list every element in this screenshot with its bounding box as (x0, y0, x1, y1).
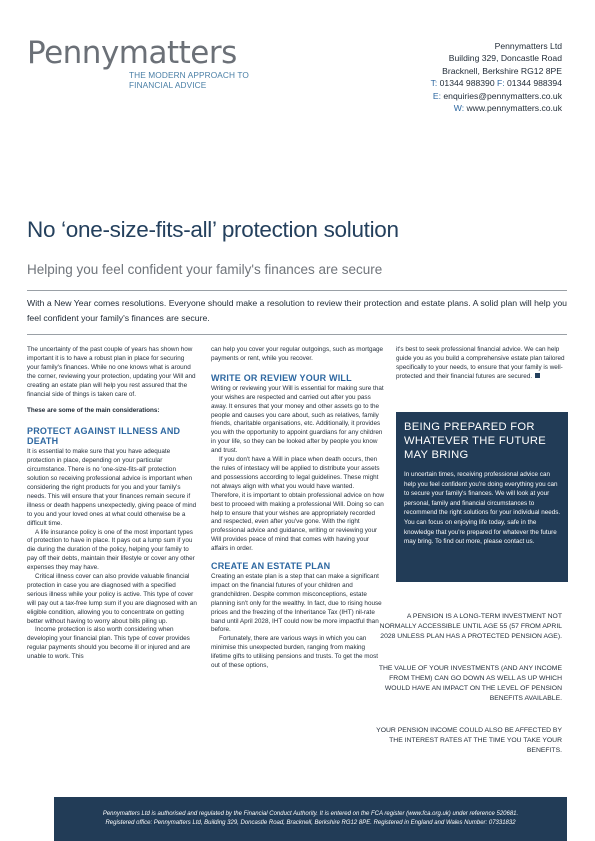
article-subtitle: Helping you feel confident your family's finances are secure (27, 262, 383, 277)
callout-box (396, 412, 568, 582)
company-logo (27, 35, 249, 90)
contact-website (431, 102, 562, 114)
col1-paragraph: It is essential to make sure that you have adequate protection in place, depending on your particular circumstance. There is no 'one-size-fits-all' protection solution so receiving professional advice is important when considering the right products for you and your family's needs. This will ensure that your finances remain secure if illness or death happens unexpectedly, giving peace of mind to you and your loved ones at what could otherwise be a difficult time. (27, 448, 197, 527)
top-divider (27, 290, 567, 291)
website-label: W: (453, 103, 465, 114)
heading-protect: PROTECT AGAINST ILLNESS AND DEATH (27, 426, 181, 447)
col3-text: it's best to seek professional financial advice. We can help guide you as you build a comprehensive estate plan tailored specifically to your needs, to ensure that your family is well-protected and their financial futures are secured. (396, 346, 565, 380)
website-value[interactable]: www.pennymatters.co.uk (466, 103, 562, 114)
investment-notice: THE VALUE OF YOUR INVESTMENTS (AND ANY INCOME FROM THEM) CAN GO DOWN AS WELL AS UP WHICH WOULD HAVE AN IMPACT ON THE LEVEL OF PENSION BENEFITS AVAILABLE. (378, 665, 562, 702)
callout-title: BEING PREPARED FOR WHATEVER THE FUTURE MAY BRING (404, 421, 547, 461)
contact-email (431, 90, 562, 102)
col1-paragraph: The uncertainty of the past couple of years has shown how important it is to have a robust plan in place for securing your family's finances. While no one knows what is around the corner, reviewing your protection, updating your Will and creating an estate plan will help you rest assured that the financial side of things is taken care of. (27, 346, 196, 398)
article-intro: With a New Year comes resolutions. Everyone should make a resolution to review their protection and estate plans. A solid plan will help you feel confident your family's finances are secure. (27, 298, 567, 323)
col1-considerations: These are some of the main considerations: (27, 407, 160, 415)
col1-paragraph: Critical illness cover can also provide valuable financial protection in case you are diagnosed with a specified serious illness while your policy is active. This type of cover will pay out a tax-free lump sum if you are diagnosed with an eligible condition, allowing you to concentrate on getting better without having to worry about bills piling up. (27, 573, 197, 625)
contact-phone-fax (431, 77, 562, 89)
footer-line-2: Registered office: Pennymatters Ltd, Building 329, Doncastle Road, Bracknell, Berkshire RG12 8PE. Registered in England and Wales Number: 07331832 (105, 820, 516, 826)
contact-address-line1: Building 329, Doncastle Road (448, 53, 562, 64)
col2-paragraph: can help you cover your regular outgoings, such as mortgage payments or rent, while you recover. (211, 346, 384, 362)
intro-divider (27, 334, 567, 335)
col1-paragraph: Income protection is also worth considering when developing your financial plan. This type of cover provides regular payments should you become ill or injured and are unable to work. This (27, 626, 191, 661)
end-mark-icon (535, 373, 540, 378)
email-label: E: (432, 90, 442, 101)
col2-paragraph: Writing or reviewing your Will is essential for making sure that your wishes are respected and carried out after you pass away. It ensures that your money and other assets go to the people and causes you care about, such as relatives, family friends, charitable organisations, etc. Additionally, it provides you with the opportunity to appoint guardians for any children in your life, so they can be looked after by people you know and trust. (211, 384, 384, 455)
logo-tagline-line1: THE MODERN APPROACH TO (129, 70, 249, 80)
interest-notice: YOUR PENSION INCOME COULD ALSO BE AFFECTED BY THE INTEREST RATES AT THE TIME YOU TAKE YOUR BENEFITS. (376, 727, 562, 754)
fax-value: 01344 988394 (507, 78, 562, 89)
article-title: No ‘one-size-fits-all’ protection solution (27, 217, 399, 242)
col2-paragraph: Creating an estate plan is a step that can make a significant impact on the financial futures of your children and grandchildren. Despite common misconceptions, estate planning isn't only for the wealthy. In fact, due to rising house prices and the freezing of the Inheritance Tax (IHT) nil-rate band until April 2028, IHT could now be more impactful than before. (211, 573, 382, 634)
email-value[interactable]: enquiries@pennymatters.co.uk (443, 90, 562, 101)
phone-value: 01344 988390 (439, 78, 495, 89)
article-column-1 (27, 346, 197, 662)
fax-label: F: (497, 78, 505, 89)
heading-estate: CREATE AN ESTATE PLAN (211, 561, 331, 572)
callout-body: In uncertain times, receiving professional advice can help you feel confident you're doing everything you can to secure your family's finances. We will look at your personal, family and financial circumstances to recommend the right solutions for your individual needs. You can focus on enjoying life today, safe in the knowledge that you're prepared for whatever the future may bring. To find out more, please contact us. (404, 471, 561, 546)
col2-paragraph: Fortunately, there are various ways in which you can minimise this unexpected burden, ranging from making lifetime gifts to utilising pensions and trusts. To get the most out of these options, (211, 635, 379, 670)
contact-details (431, 40, 562, 114)
article-column-2 (211, 346, 385, 671)
contact-company: Pennymatters Ltd (494, 41, 562, 51)
footer-line-1: Pennymatters Ltd is authorised and regulated by the Financial Conduct Authority. It is entered on the FCA register (www.fca.org.uk) under reference 520681. (102, 811, 519, 817)
col2-paragraph: If you don't have a Will in place when death occurs, then the rules of intestacy will be applied to distribute your assets and possessions according to legal guidelines. These might not always align with what you would have wanted. Therefore, it is important to obtain professional advice on how best to proceed with making a professional Will. Doing so can help to ensure that your wishes are appropriately recorded and respected, even after you've gone. With the right professional advice and guidance, writing or reviewing your Will provides peace of mind that comes with having your affairs in order. (211, 456, 385, 553)
article-column-3 (396, 346, 568, 382)
logo-tagline-line2: FINANCIAL ADVICE (129, 80, 207, 90)
logo-wordmark: Pennymatters (27, 35, 237, 71)
regulatory-footer (54, 797, 567, 841)
col3-paragraph (396, 346, 568, 382)
phone-label: T: (430, 78, 438, 89)
col1-paragraph: A life insurance policy is one of the most important types of protection to have in place. It pays out a lump sum if you die during the duration of the policy, helping your family to pay off their debts, maintain their lifestyle or cover any other expenses they may have. (27, 528, 195, 572)
contact-address-line2: Bracknell, Berkshire RG12 8PE (442, 65, 562, 76)
pension-notice: A PENSION IS A LONG-TERM INVESTMENT NOT NORMALLY ACCESSIBLE UNTIL AGE 55 (57 FROM APRIL 2028 UNLESS PLAN HAS A PROTECTED PENSION AGE). (379, 613, 562, 640)
heading-will: WRITE OR REVIEW YOUR WILL (211, 372, 352, 383)
logo-tagline (129, 70, 249, 90)
